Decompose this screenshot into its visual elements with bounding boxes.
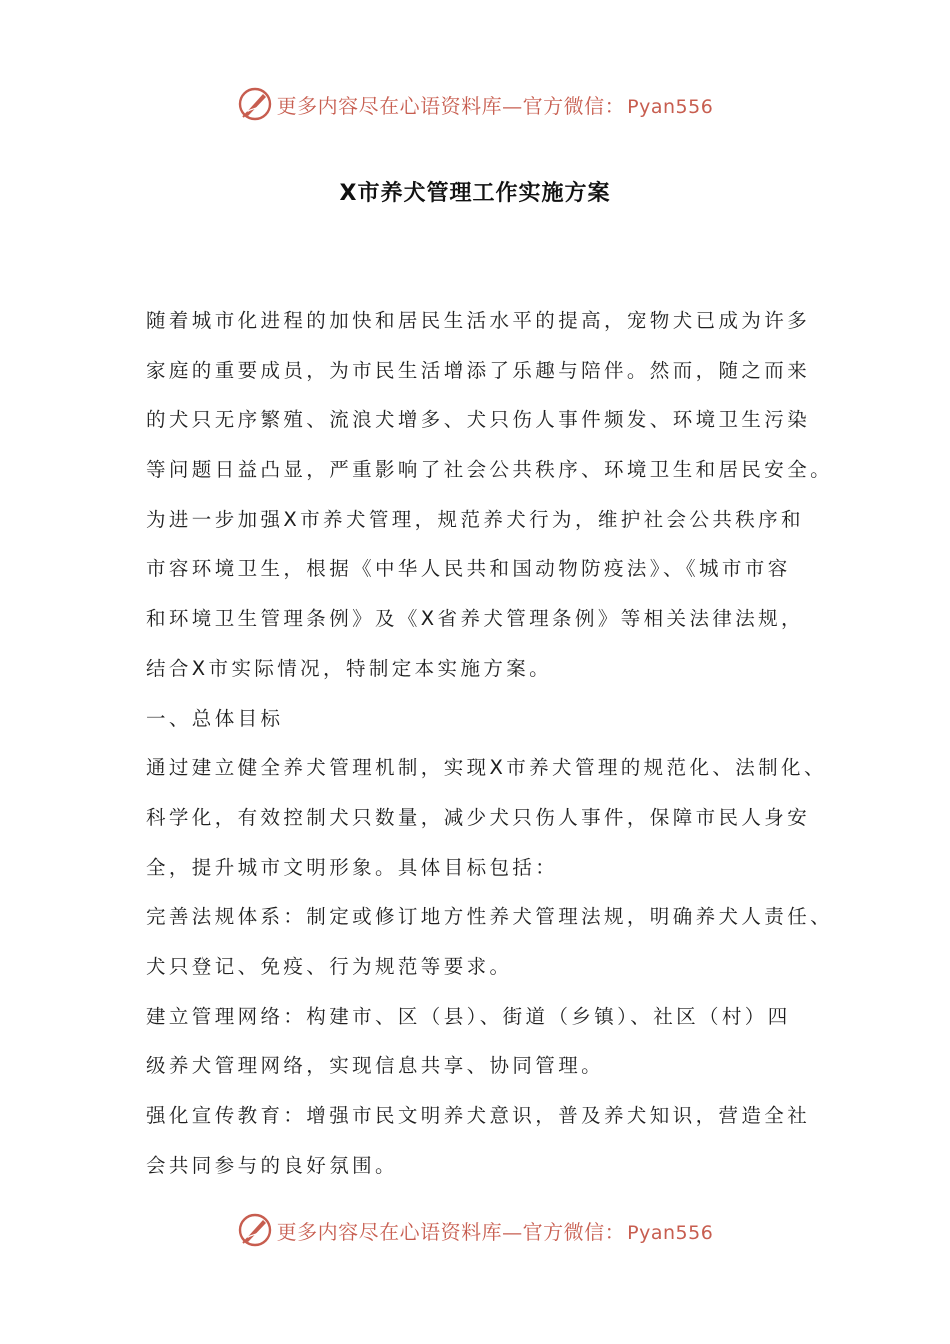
text-line: 结合X市实际情况，特制定本实施方案。 — [146, 656, 553, 680]
text-line: 的犬只无序繁殖、流浪犬增多、犬只伤人事件频发、环境卫生污染 — [146, 408, 811, 432]
text-line: 家庭的重要成员，为市民生活增添了乐趣与陪伴。然而，随之而来 — [146, 358, 811, 382]
watermark-text — [277, 1216, 714, 1245]
watermark-site-text: 更多内容尽在心语资料库 — [276, 93, 503, 118]
quill-logo-icon — [237, 1212, 273, 1248]
watermark-official-text: 官方微信： — [522, 1219, 626, 1244]
watermark-dash: — — [502, 93, 523, 118]
text-line: 完善法规体系：制定或修订地方性养犬管理法规，明确养犬人责任、 — [146, 905, 834, 929]
text-line: 随着城市化进程的加快和居民生活水平的提高，宠物犬已成为许多 — [146, 309, 811, 332]
watermark-site-text: 更多内容尽在心语资料库 — [276, 1219, 503, 1244]
document-title: X市养犬管理工作实施方案 — [339, 181, 611, 206]
header-watermark-banner — [0, 82, 950, 126]
text-line: 犬只登记、免疫、行为规范等要求。 — [146, 954, 513, 978]
section-heading: 一、总体目标 — [146, 706, 284, 730]
text-line: 市容环境卫生，根据《中华人民共和国动物防疫法》、《城市市容 — [146, 557, 791, 581]
text-line: 科学化，有效控制犬只数量，减少犬只伤人事件，保障市民人身安 — [146, 805, 811, 829]
quill-logo-icon — [237, 86, 273, 122]
text-line: 通过建立健全养犬管理机制，实现X市养犬管理的规范化、法制化、 — [146, 756, 827, 780]
watermark-official-text: 官方微信： — [522, 93, 626, 118]
watermark-dash: — — [502, 1219, 523, 1244]
footer-watermark-banner — [0, 1208, 950, 1252]
watermark-account: Pyan556 — [627, 95, 714, 118]
text-line: 为进一步加强X市养犬管理，规范养犬行为，维护社会公共秩序和 — [146, 507, 804, 531]
text-line: 强化宣传教育：增强市民文明养犬意识，普及养犬知识，营造全社 — [146, 1104, 811, 1127]
text-line: 级养犬管理网络，实现信息共享、协同管理。 — [146, 1054, 605, 1078]
text-line: 会共同参与的良好氛围。 — [146, 1153, 398, 1177]
text-line: 等问题日益凸显，严重影响了社会公共秩序、环境卫生和居民安全。 — [146, 458, 834, 482]
document-body — [146, 296, 834, 1190]
text-line: 和环境卫生管理条例》及《X省养犬管理条例》等相关法律法规， — [146, 607, 804, 631]
watermark-account: Pyan556 — [627, 1221, 714, 1244]
watermark-text — [277, 90, 714, 119]
text-line: 全，提升城市文明形象。具体目标包括： — [146, 855, 559, 879]
text-line: 建立管理网络：构建市、区（县）、街道（乡镇）、社区（村）四 — [146, 1004, 791, 1028]
